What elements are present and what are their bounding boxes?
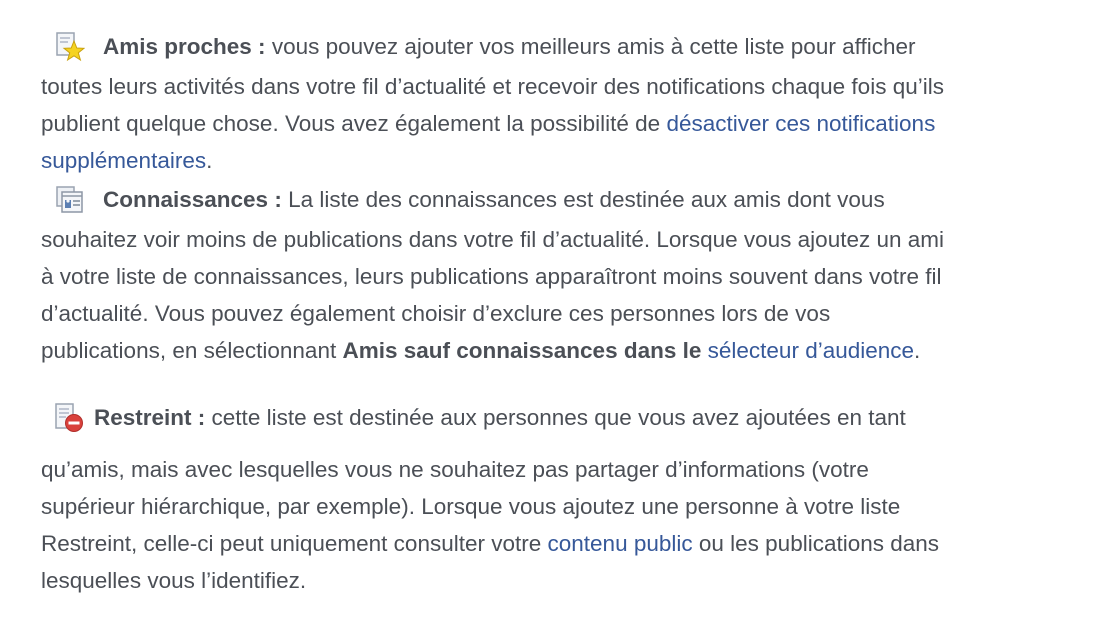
- text-line: [41, 142, 1101, 179]
- disable-notifications-link-continued[interactable]: supplémentaires: [41, 148, 207, 173]
- text: Restreint, celle-ci peut uniquement consulter votre: [41, 531, 548, 556]
- acquaintances-card-icon: [55, 185, 85, 215]
- section-heading-line: [55, 26, 1101, 68]
- section-title: Amis proches :: [103, 34, 266, 59]
- text: toutes leurs activités dans votre fil d’actualité et recevoir des notifications chaque fois qu’ils: [41, 74, 944, 99]
- help-article: [41, 26, 1101, 599]
- audience-selector-link[interactable]: sélecteur d’audience: [707, 338, 915, 363]
- text: ou les publications dans: [692, 531, 940, 556]
- text: cette liste est destinée aux personnes que vous avez ajoutées en tant: [211, 405, 906, 430]
- text: La liste des connaissances est destinée aux amis dont vous: [288, 187, 885, 212]
- close-friends-star-icon: [55, 32, 85, 62]
- disable-notifications-link[interactable]: désactiver ces notifications: [666, 111, 936, 136]
- text: vous pouvez ajouter vos meilleurs amis à cette liste pour afficher: [271, 34, 916, 59]
- bold-audience-option: Amis sauf connaissances dans le: [342, 338, 702, 363]
- text: d’actualité. Vous pouvez également choisir d’exclure ces personnes lors de vos: [41, 301, 831, 326]
- section-close-friends: [41, 26, 1101, 68]
- section-heading-line: [54, 397, 1101, 439]
- text: lesquelles vous l’identifiez.: [41, 568, 307, 593]
- section-title: Connaissances :: [103, 187, 282, 212]
- public-content-link[interactable]: contenu public: [547, 531, 693, 556]
- text: .: [206, 148, 213, 173]
- section-acquaintances: [41, 179, 1101, 221]
- text: publient quelque chose. Vous avez également la possibilité de: [41, 111, 667, 136]
- text-line: [41, 295, 1101, 332]
- text-line: [41, 258, 1101, 295]
- text-line: [41, 105, 1101, 142]
- text: publications, en sélectionnant: [41, 338, 343, 363]
- text-line: [41, 68, 1101, 105]
- text: .: [914, 338, 921, 363]
- section-heading-line: [55, 179, 1101, 221]
- text: à votre liste de connaissances, leurs publications apparaîtront moins souvent dans votre fil: [41, 264, 942, 289]
- text: souhaitez voir moins de publications dans votre fil d’actualité. Lorsque vous ajoutez un ami: [41, 227, 945, 252]
- section-title: Restreint :: [94, 405, 206, 430]
- text-line: [41, 221, 1101, 258]
- section-restricted: [41, 397, 1101, 439]
- text-line: [41, 332, 1101, 369]
- text: supérieur hiérarchique, par exemple). Lorsque vous ajoutez une personne à votre liste: [41, 494, 901, 519]
- text-line: [41, 525, 1101, 562]
- text: qu’amis, mais avec lesquelles vous ne souhaitez pas partager d’informations (votre: [41, 457, 869, 482]
- text-line: [41, 488, 1101, 525]
- text-line: [41, 562, 1101, 599]
- restricted-no-entry-icon: [54, 403, 84, 433]
- text-line: [41, 451, 1101, 488]
